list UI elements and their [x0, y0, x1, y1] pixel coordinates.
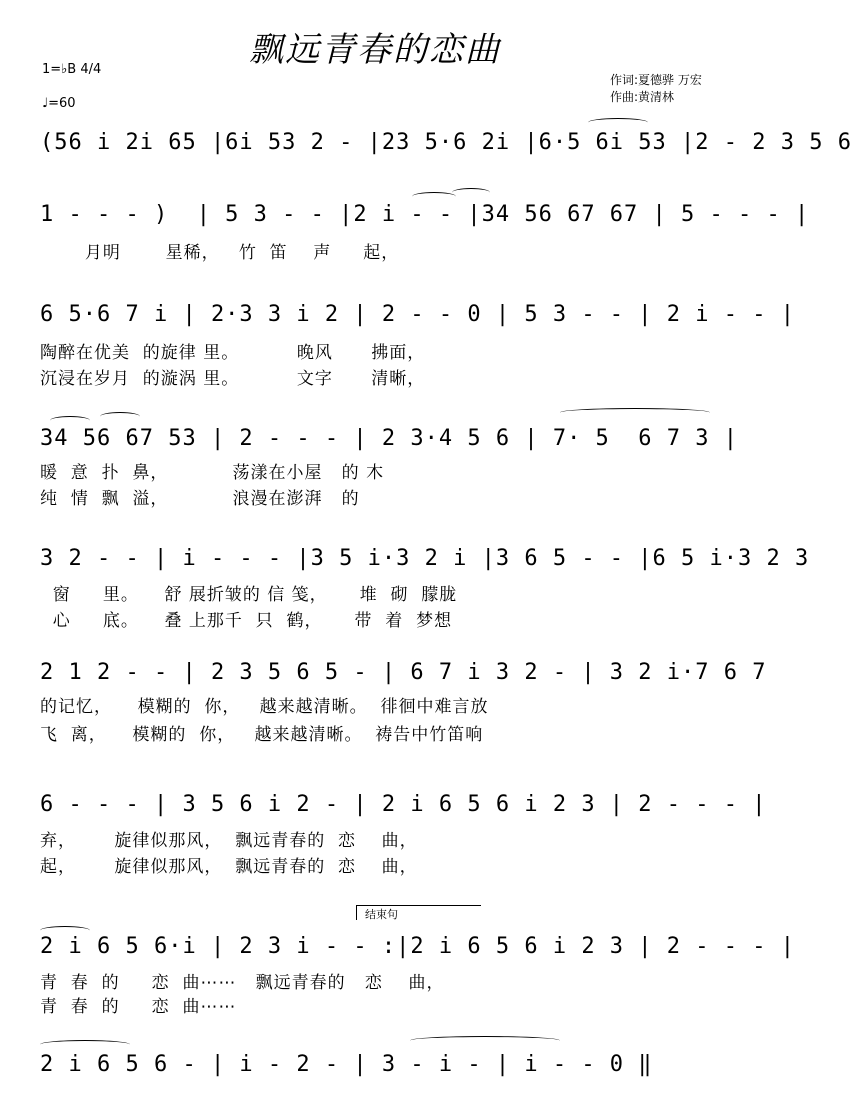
- slur-arc: [100, 412, 140, 421]
- score-line-8: [0, 934, 795, 1017]
- score-line-7: [0, 792, 767, 877]
- score-line-5: [0, 546, 810, 631]
- ending-label: 结束句: [356, 905, 481, 920]
- lyrics-verse-1: 月明 星稀， 竹 笛 声 起，: [40, 243, 400, 263]
- score-line-9: [0, 1052, 750, 1100]
- slur-arc: [452, 188, 490, 197]
- lyrics-verse-1: 陶醉在优美 的旋律 里。 晚风 拂面，: [40, 343, 426, 363]
- score-line-4: [0, 426, 750, 509]
- lyrics-verse-1: 的记忆， 模糊的 你， 越来越清晰。 徘徊中难言放: [40, 697, 489, 717]
- notes: 3 2 - - | i - - - |3 5 i·3 2 i |3 6 5 - - |6 5 i·3 2 3: [40, 546, 810, 571]
- key-signature: 1=♭B 4/4: [42, 62, 102, 77]
- notes: 2 i 6 5 6·i | 2 3 i - - :|2 i 6 5 6 i 2 3 | 2 - - - |: [40, 934, 795, 959]
- notes: 2 1 2 - - | 2 3 5 6 5 - | 6 7 i 3 2 - | 3 2 i·7 6 7: [40, 660, 767, 685]
- credits: [610, 72, 702, 106]
- score-line-1: [0, 130, 852, 178]
- lyrics-verse-1: 青 春 的 恋 曲⋯⋯ 飘远青春的 恋 曲，: [40, 973, 445, 993]
- slur-arc: [410, 1036, 560, 1045]
- lyrics-verse-1: 弃， 旋律似那风， 飘远青春的 恋 曲，: [40, 831, 418, 851]
- notes: 34 56 67 53 | 2 - - - | 2 3·4 5 6 | 7· 5 6 7 3 |: [40, 426, 739, 451]
- slur-arc: [40, 926, 90, 935]
- lyrics-verse-2: 飞 离， 模糊的 你， 越来越清晰。 祷告中竹笛响: [40, 725, 484, 745]
- notes: 6 5·6 7 i | 2·3 3 i 2 | 2 - - 0 | 5 3 - - | 2 i - - |: [40, 302, 795, 327]
- score-line-6: [0, 660, 767, 745]
- composer: 作曲:黄清林: [610, 90, 675, 104]
- lyricist: 作词:夏德骅 万宏: [610, 73, 702, 87]
- lyrics-verse-2: 起， 旋律似那风， 飘远青春的 恋 曲，: [40, 857, 418, 877]
- song-title: 飘远青春的恋曲: [249, 30, 501, 70]
- tempo-marking: ♩=60: [42, 96, 76, 111]
- lyrics-verse-2: 沉浸在岁月 的漩涡 里。 文字 清晰，: [40, 369, 426, 389]
- lyrics-verse-2: 心 底。 叠 上那千 只 鹤， 带 着 梦想: [40, 611, 453, 631]
- slur-arc: [560, 408, 710, 417]
- lyrics-verse-2: 青 春 的 恋 曲⋯⋯: [40, 997, 237, 1017]
- lyrics-verse-1: 暖 意 扑 鼻， 荡漾在小屋 的 木: [40, 463, 385, 483]
- slur-arc: [588, 118, 648, 127]
- notes: 2 i 6 5 6 - | i - 2 - | 3 - i - | i - - 0 ‖: [40, 1052, 653, 1077]
- notes: 1 - - - ) | 5 3 - - |2 i - - |34 56 67 67 | 5 - - - |: [40, 202, 810, 227]
- lyrics-verse-2: 纯 情 飘 溢， 浪漫在澎湃 的: [40, 489, 360, 509]
- score-line-3: [0, 302, 795, 389]
- slur-arc: [412, 192, 456, 201]
- slur-arc: [50, 416, 90, 425]
- lyrics-verse-1: 窗 里。 舒 展折皱的 信 笺， 堆 砌 朦胧: [40, 585, 458, 605]
- slur-arc: [40, 1040, 130, 1049]
- notes: 6 - - - | 3 5 6 i 2 - | 2 i 6 5 6 i 2 3 | 2 - - - |: [40, 792, 767, 817]
- score-line-2: [0, 202, 810, 263]
- notes: (56 i 2i 65 |6i 53 2 - |23 5·6 2i |6·5 6i 53 |2 - 2 3 5 6: [40, 130, 852, 155]
